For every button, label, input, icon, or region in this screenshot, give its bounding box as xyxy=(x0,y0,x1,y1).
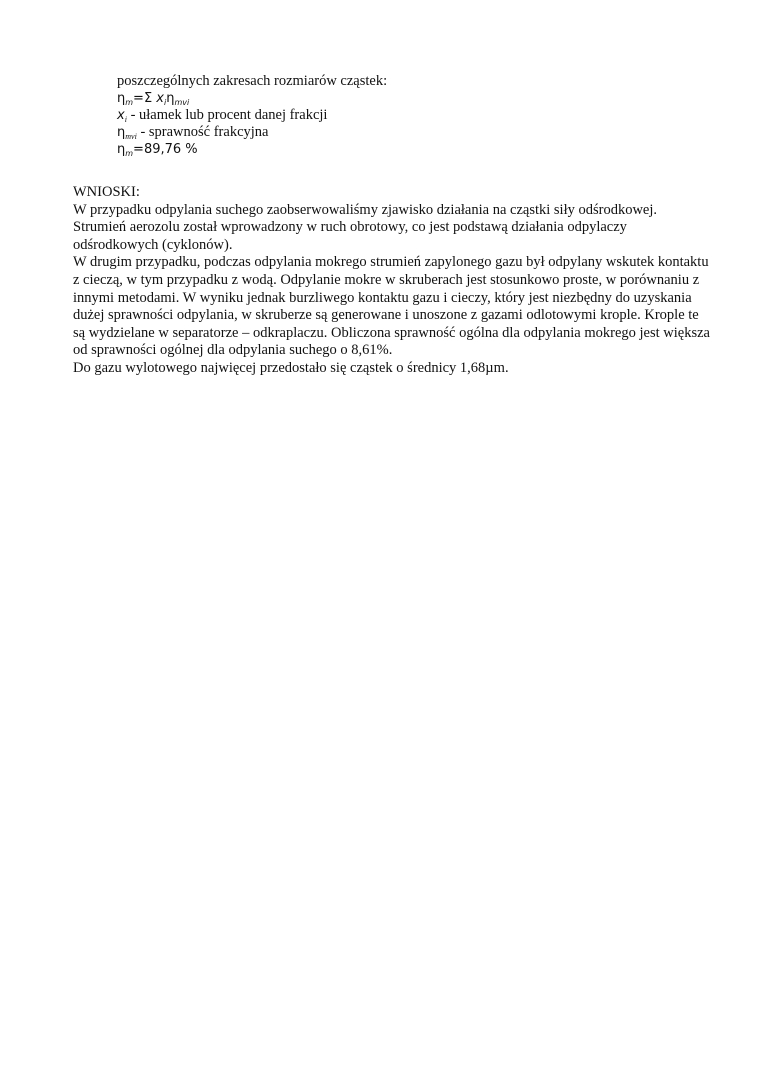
subscript: i xyxy=(164,98,167,107)
eta-symbol: η xyxy=(166,91,175,106)
conclusion-paragraph: Do gazu wylotowego najwięcej przedostało się cząstek o średnicy 1,68µm. xyxy=(73,359,509,376)
intro-text: poszczególnych zakresach rozmiarów cząstek: xyxy=(117,73,388,89)
subscript: m xyxy=(125,149,134,158)
eta-symbol: η xyxy=(117,125,126,140)
conclusion-paragraph: W drugim przypadku, podczas odpylania mokrego strumień zapylonego gazu był odpylany wskutek kontaktu z cieczą, w tym przypadku z wodą. Odpylanie mokre w skruberach jest stosunkowo proste, w porównaniu z innymi metodami. W wyniku jednak burzliwego kontaktu gazu i cieczy, który jest niezbędny do uzyskania dużej sprawności odpylania, w skruberze są generowane i unoszone z gazami odlotowymi krople. Krople te są wydzielane w separatorze – odkraplaczu. Obliczona sprawność ogólna dla odpylania mokrego jest większa od sprawności ogólnej dla odpylania suchego o 8,61%. xyxy=(73,254,710,359)
definition-text: - sprawność frakcyjna xyxy=(136,124,269,140)
x-symbol: x xyxy=(117,108,125,123)
subscript: mvi xyxy=(125,132,137,141)
eta-symbol: η xyxy=(117,91,126,106)
conclusions-section xyxy=(73,184,713,378)
subscript: m xyxy=(125,98,134,107)
x-symbol: x xyxy=(156,91,164,106)
eta-symbol: η xyxy=(117,142,126,157)
subscript: mvi xyxy=(174,98,190,107)
definition-text: - ułamek lub procent danej frakcji xyxy=(126,107,328,123)
formula-section xyxy=(117,73,387,158)
result-formula xyxy=(117,141,387,158)
conclusions-heading: WNIOSKI: xyxy=(73,184,140,200)
definition-eta xyxy=(117,124,387,141)
definition-x xyxy=(117,107,387,124)
subscript: i xyxy=(124,115,127,124)
efficiency-formula xyxy=(117,90,387,107)
equals-sum: =Σ xyxy=(133,91,157,106)
result-value: =89,76 % xyxy=(133,142,198,157)
conclusion-paragraph: W przypadku odpylania suchego zaobserwowaliśmy zjawisko działania na cząstki siły odśrodkowej. Strumień aerozolu został wprowadzony w ruch obrotowy, co jest podstawą działania odpylaczy odśrodkowych (cyklonów). xyxy=(73,201,658,253)
